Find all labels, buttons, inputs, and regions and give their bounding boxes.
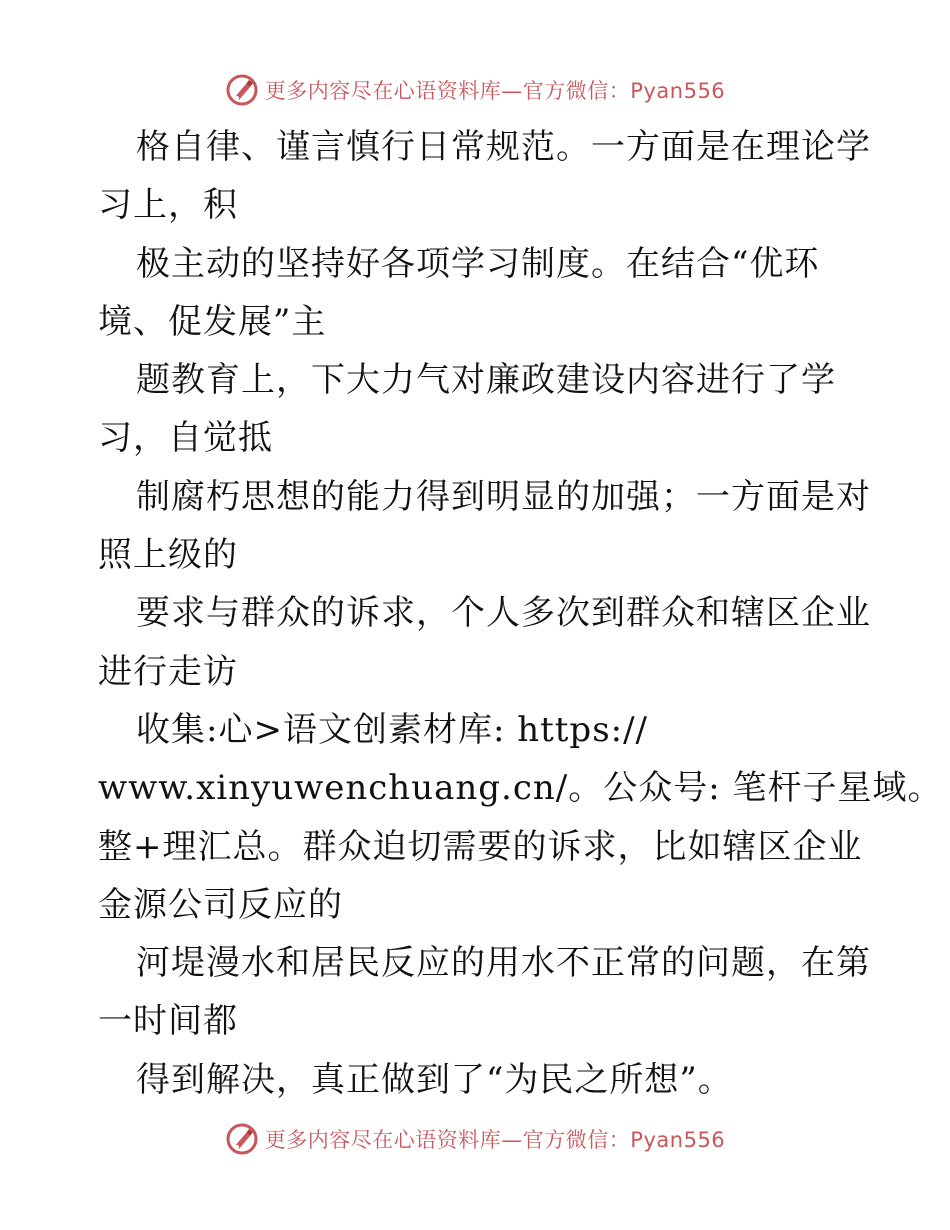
header-watermark-banner: [0, 68, 950, 112]
body-line: www.xinyuwenchuang.cn/。公众号: 笔杆子星域。: [98, 768, 943, 809]
body-line: 照上级的: [98, 535, 238, 576]
body-line: 境、促发展”主: [98, 301, 327, 342]
footer-banner-text: 更多内容尽在心语资料库—官方微信：Pyan556: [264, 1128, 726, 1152]
body-line: 要求与群众的诉求，个人多次到群众和辖区企业: [136, 593, 871, 634]
body-line: 习上，积: [98, 185, 238, 226]
body-line: 进行走访: [98, 651, 238, 692]
body-line: 整+理汇总。群众迫切需要的诉求，比如辖区企业: [98, 826, 863, 867]
body-line: 金源公司反应的: [98, 884, 343, 925]
body-line: 习，自觉抵: [98, 418, 273, 459]
pen-nib-logo-icon: [225, 1122, 259, 1156]
body-line: 收集:心>语文创素材库: https://: [136, 709, 649, 750]
document-body: [98, 118, 943, 1109]
pen-nib-logo-icon: [225, 73, 259, 107]
body-line: 极主动的坚持好各项学习制度。在结合“优环: [136, 243, 820, 284]
body-line: 河堤漫水和居民反应的用水不正常的问题，在第: [136, 943, 871, 984]
header-banner-text: 更多内容尽在心语资料库—官方微信：Pyan556: [264, 79, 726, 103]
footer-watermark-banner: [0, 1117, 950, 1161]
body-line: 格自律、谨言慎行日常规范。一方面是在理论学: [136, 127, 871, 167]
body-line: 一时间都: [98, 1001, 238, 1042]
body-line: 题教育上，下大力气对廉政建设内容进行了学: [136, 360, 836, 401]
body-line: 制腐朽思想的能力得到明显的加强；一方面是对: [136, 476, 871, 517]
body-line: 得到解决，真正做到了“为民之所想”。: [136, 1059, 733, 1100]
